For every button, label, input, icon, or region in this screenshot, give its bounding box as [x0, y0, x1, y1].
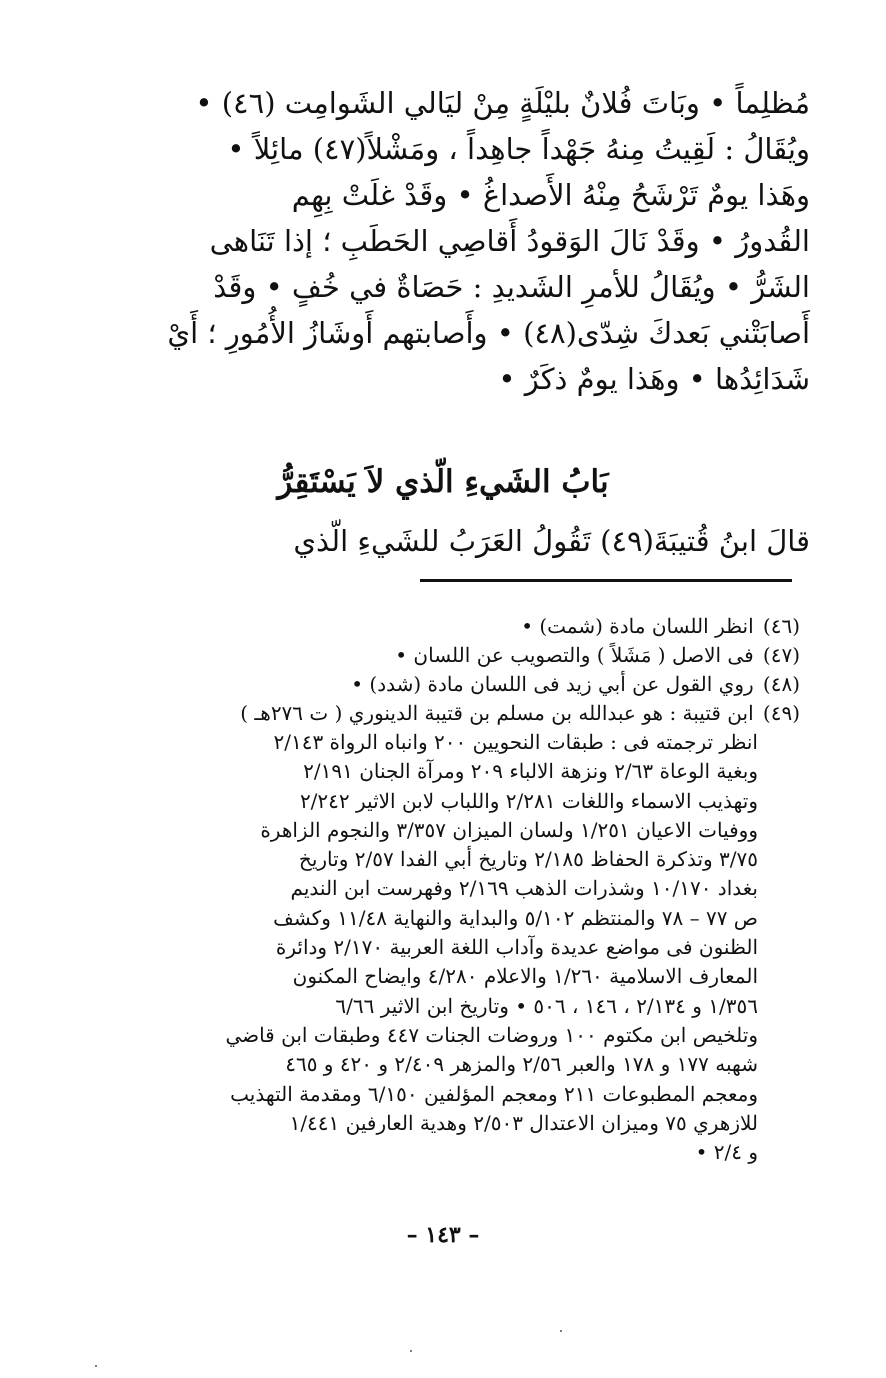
footnote-continuation-line: وتلخيص ابن مكتوم ١٠٠ وروضات الجنات ٤٤٧ وطبقات ابن قاضي: [225, 1022, 758, 1047]
main-text-line: أَصابَتْني بَعدكَ شِدّى(٤٨) • وأَصابتهم أَوشَازُ الأُمُورِ ؛ أَيْ: [167, 316, 810, 350]
main-text-line: وهَذا يومٌ تَرْشَحُ مِنْهُ الأَصداغُ • وقَدْ غلَتْ بِهِم: [291, 178, 810, 212]
footnote-text: ابن قتيبة : هو عبدالله بن مسلم بن قتيبة الدينوري ( ت ٢٧٦هـ ): [240, 701, 754, 725]
main-text-line: شَدَائِدُها • وهَذا يومٌ ذكَرٌ •: [498, 362, 810, 396]
footnote-number: (٤٦): [762, 614, 800, 638]
footnote-continuation-line: شهبه ١٧٧ و ١٧٨ والعبر ٢/٥٦ والمزهر ٢/٤٠٩ و ٤٢٠ و ٤٦٥: [285, 1052, 758, 1077]
footnote-number: (٤٧): [762, 643, 800, 667]
footnote-number: (٤٩): [762, 701, 800, 725]
footnote-continuation-line: وبغية الوعاة ٢/٦٣ ونزهة الالباء ٢٠٩ ومرآة الجنان ٢/١٩١: [303, 759, 758, 784]
scan-speck: [410, 1350, 412, 1352]
footnote-continuation-line: بغداد ١٠/١٧٠ وشذرات الذهب ٢/١٦٩ وفهرست ابن النديم: [290, 876, 758, 901]
scan-speck: [560, 1330, 562, 1332]
footnote-text: فى الاصل ( مَشَلاً ) والتصويب عن اللسان •: [395, 643, 754, 667]
footnote-continuation-line: المعارف الاسلامية ١/٢٦٠ والاعلام ٤/٢٨٠ وايضاح المكنون: [292, 964, 758, 989]
footnote-continuation-line: وتهذيب الاسماء واللغات ٢/٢٨١ واللباب لابن الاثير ٢/٢٤٢: [299, 788, 758, 813]
footnote-49: [150, 699, 800, 728]
main-text-line: ويُقَالُ : لَقِيتُ مِنهُ جَهْداً جاهِداً ، ومَشْلاً(٤٧) مائِلاً •: [227, 132, 810, 166]
footnote-continuation-line: و ٢/٤ •: [695, 1140, 758, 1165]
main-text-block: [150, 80, 810, 402]
footnote-continuation-line: ٣/٧٥ وتذكرة الحفاظ ٢/١٨٥ وتاريخ أبي الفدا ٢/٥٧ وتاريخ: [298, 847, 758, 872]
main-text-line: الشَرُّ • ويُقَالُ للأمرِ الشَديدِ : حَصَاةٌ في خُفٍ • وقَدْ: [213, 270, 810, 304]
footnote-continuation-line: للازهري ٧٥ وميزان الاعتدال ٢/٥٠٣ وهدية العارفين ١/٤٤١: [289, 1110, 758, 1135]
footnote-continuation-line: ١/٣٥٦ و ٢/١٣٤ ، ١٤٦ ، ٥٠٦ • وتاريخ ابن الاثير ٦/٦٦: [335, 993, 758, 1018]
footnote-continuation-line: انظر ترجمته فى : طبقات النحويين ٢٠٠ وانباه الرواة ٢/١٤٣: [273, 730, 758, 754]
footnote-separator: [420, 579, 792, 582]
footnote-continuation-line: ص ٧٧ – ٧٨ والمنتظم ٥/١٠٢ والبداية والنهاية ١١/٤٨ وكشف: [273, 905, 758, 930]
scan-speck: [95, 1365, 97, 1367]
footnote-continuation-line: الظنون فى مواضع عديدة وآداب اللغة العربية ٢/١٧٠ ودائرة: [275, 935, 758, 960]
footnote-48: [150, 670, 800, 699]
footnote-number: (٤٨): [762, 672, 800, 696]
main-text-line: القُدورُ • وقَدْ نَالَ الوَقودُ أَقاصِي الحَطَبِ ؛ إذا تَنَاهى: [209, 224, 810, 258]
page-number: – ١٤٣ –: [406, 1222, 480, 1248]
footnote-46: [150, 612, 800, 641]
chapter-intro-line: قالَ ابنُ قُتيبَةَ(٤٩) تَقُولُ العَرَبُ للشَيءِ الّذي: [293, 524, 810, 558]
chapter-heading: بَابُ الشَيءِ الّذي لاَ يَسْتَقِرُّ: [277, 464, 609, 500]
footnote-47: [150, 641, 800, 670]
footnote-text: روي القول عن أبي زيد فى اللسان مادة (شدد) •: [351, 672, 754, 696]
footnote-text: انظر اللسان مادة (شمت) •: [521, 614, 754, 638]
footnote-continuation-line: ووفيات الاعيان ١/٢٥١ ولسان الميزان ٣/٣٥٧ والنجوم الزاهرة: [260, 817, 758, 842]
footnote-continuation-line: ومعجم المطبوعات ٢١١ ومعجم المؤلفين ٦/١٥٠ ومقدمة التهذيب: [230, 1081, 758, 1106]
footnotes: [150, 612, 800, 1167]
main-text-line: مُظلِماً • وبَاتَ فُلانٌ بليْلَةٍ مِنْ ليَالي الشَوامِت (٤٦) •: [195, 86, 810, 120]
